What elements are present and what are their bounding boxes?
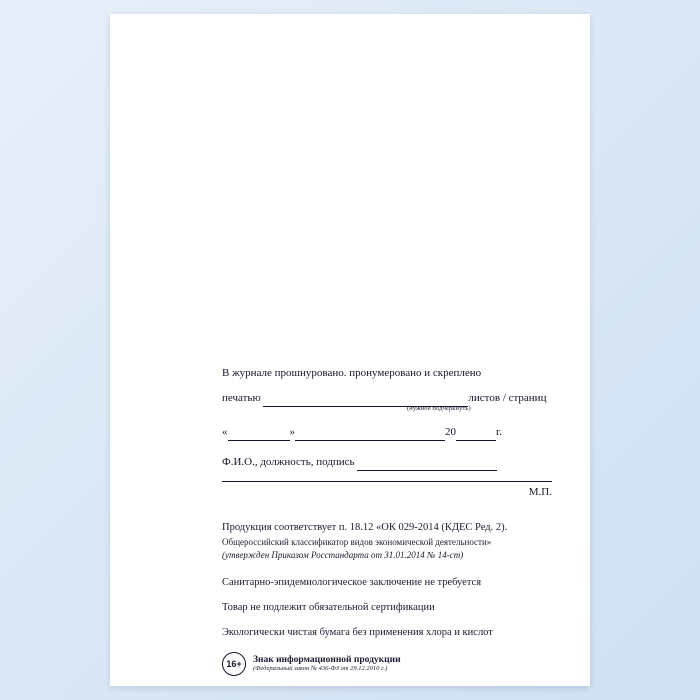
journal-line-1: В журнале прошнуровано. пронумеровано и скреплено — [222, 367, 482, 379]
journal-line-2 — [222, 391, 572, 407]
journal-block — [222, 366, 572, 498]
stamp-mark: М.П. — [528, 485, 552, 498]
journal-sheets-label: листов / страниц — [468, 391, 547, 404]
journal-underline-hint: (нужное подчеркнуть) — [407, 404, 471, 412]
date-quote-close: » — [289, 425, 295, 438]
compliance-paragraph-2: Санитарно-эпидемиологическое заключение не требуется — [222, 576, 482, 588]
age-mark-title: Знак информационной продукции — [253, 655, 401, 665]
compliance-p1-line1: Продукция соответствует п. 18.12 «ОК 029-2014 (КДЕС Ред. 2). — [222, 521, 508, 533]
age-mark-subtitle: (Федеральный закон № 436-ФЗ от 29.12.2010 г.) — [253, 665, 388, 672]
compliance-paragraph-1 — [222, 520, 572, 563]
compliance-p1-line2: Общероссийский классификатор видов экономической деятельности» — [222, 536, 492, 547]
document-page — [110, 14, 590, 686]
date-year-blank[interactable] — [456, 430, 496, 441]
date-year-suffix: г. — [496, 425, 503, 438]
journal-hint-row — [222, 404, 572, 416]
signature-row — [222, 455, 572, 471]
date-day-blank[interactable] — [228, 430, 290, 441]
signature-label: Ф.И.О., должность, подпись — [222, 455, 355, 468]
age-mark-block — [222, 652, 572, 676]
compliance-paragraph-3: Товар не подлежит обязательной сертификации — [222, 601, 435, 613]
date-year-prefix: 20 — [445, 425, 456, 438]
compliance-paragraph-4: Экологически чистая бумага без применения хлора и кислот — [222, 626, 493, 638]
date-quote-open: « — [222, 425, 228, 438]
journal-seal-label: печатью — [222, 391, 261, 404]
document-content — [222, 366, 572, 676]
compliance-p1-line3: (утвержден Приказом Росстандарта от 31.01.2014 № 14-ст) — [222, 550, 464, 560]
age-mark-text — [253, 655, 401, 672]
age-rating-icon: 16+ — [222, 652, 246, 676]
signature-second-line[interactable] — [222, 480, 552, 482]
date-month-blank[interactable] — [295, 430, 445, 441]
compliance-block — [222, 520, 572, 638]
signature-blank[interactable] — [357, 460, 497, 471]
journal-date-row — [222, 425, 572, 441]
